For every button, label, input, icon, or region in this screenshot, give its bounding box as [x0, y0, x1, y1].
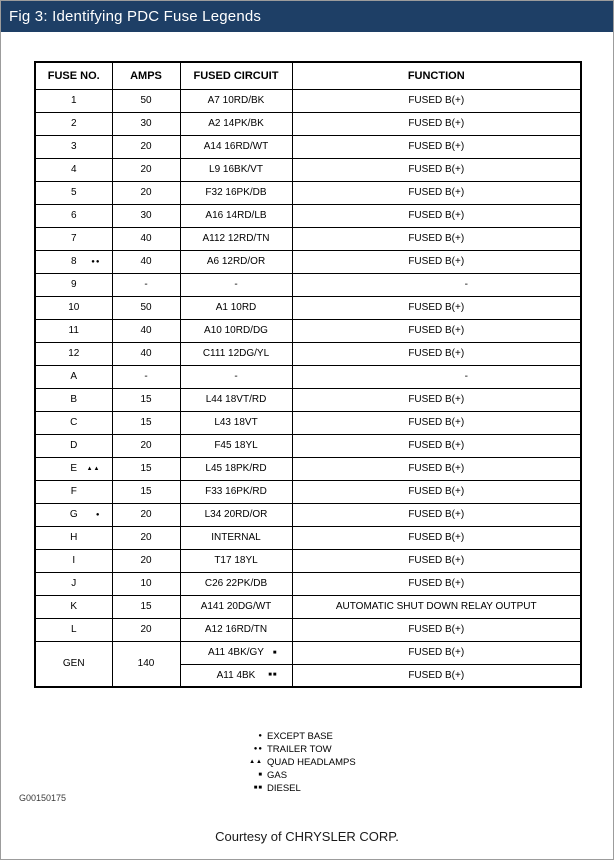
function-cell: FUSED B(+) [292, 181, 581, 204]
fused-circuit-cell [180, 388, 292, 411]
fused-circuit: - [234, 279, 238, 290]
table-row [35, 365, 581, 388]
fuse-no: 1 [70, 95, 77, 106]
function-cell: - [292, 273, 581, 296]
legend-label: GAS [267, 770, 288, 781]
fused-circuit: F45 18YL [214, 440, 258, 451]
function-cell: FUSED B(+) [292, 641, 581, 664]
table-row [35, 641, 581, 664]
function-cell: FUSED B(+) [292, 411, 581, 434]
table-row [35, 618, 581, 641]
fuse-no: B [70, 394, 78, 405]
fuse-marker-icon: ●● [91, 258, 101, 265]
fused-circuit-cell [180, 595, 292, 618]
fuse-no: 12 [68, 348, 80, 359]
table-row [35, 250, 581, 273]
fused-circuit: A16 14RD/LB [205, 210, 267, 221]
amps-cell: 40 [112, 319, 180, 342]
fuse-no: 9 [70, 279, 77, 290]
fuse-no: J [71, 578, 77, 589]
fuse-no: 5 [70, 187, 77, 198]
fuse-no-cell [35, 480, 112, 503]
table-row [35, 480, 581, 503]
fused-circuit-cell [180, 273, 292, 296]
fuse-no-cell [35, 227, 112, 250]
figure-title: Fig 3: Identifying PDC Fuse Legends [9, 8, 262, 25]
fused-circuit-cell [180, 618, 292, 641]
fused-circuit-cell [180, 434, 292, 457]
table-header-row [35, 62, 581, 89]
fuse-no: K [70, 601, 78, 612]
double-square-icon: ■■ [253, 785, 263, 791]
fuse-no: L [70, 624, 77, 635]
amps-cell: 20 [112, 549, 180, 572]
fuse-legend-table [34, 61, 582, 688]
amps-cell: 50 [112, 89, 180, 112]
fuse-no: 8 [70, 256, 77, 267]
function-cell: FUSED B(+) [292, 526, 581, 549]
function-cell: FUSED B(+) [292, 227, 581, 250]
function-cell: FUSED B(+) [292, 112, 581, 135]
legend-item [239, 730, 409, 743]
fused-circuit: L44 18VT/RD [205, 394, 267, 405]
amps-cell: 30 [112, 112, 180, 135]
table-row [35, 158, 581, 181]
column-header-fused-circuit: FUSED CIRCUIT [180, 62, 292, 89]
amps-cell: 15 [112, 595, 180, 618]
fused-circuit-cell [180, 526, 292, 549]
amps-cell: 10 [112, 572, 180, 595]
amps-cell: 50 [112, 296, 180, 319]
fuse-no: A [70, 371, 78, 382]
fuse-table-body [35, 89, 581, 687]
amps-cell: 140 [112, 641, 180, 687]
fused-circuit: A11 4BK [216, 669, 256, 681]
function-cell: FUSED B(+) [292, 296, 581, 319]
figure-title-bar [1, 1, 613, 32]
table-row [35, 135, 581, 158]
amps-cell: 20 [112, 503, 180, 526]
legend-item [239, 782, 409, 795]
table-row [35, 273, 581, 296]
fuse-no-cell [35, 204, 112, 227]
fused-circuit-cell [180, 181, 292, 204]
column-header-function: FUNCTION [292, 62, 581, 89]
fuse-no-cell [35, 296, 112, 319]
table-row [35, 503, 581, 526]
table-row [35, 434, 581, 457]
amps-cell: 40 [112, 227, 180, 250]
table-header [35, 62, 581, 89]
fuse-marker-icon: ● [95, 511, 101, 518]
fuse-no: 7 [70, 233, 77, 244]
amps-cell: 40 [112, 342, 180, 365]
fuse-no-cell [35, 181, 112, 204]
legend-label: QUAD HEADLAMPS [267, 757, 356, 768]
fused-circuit: INTERNAL [211, 532, 261, 543]
fuse-no-cell [35, 572, 112, 595]
table-row [35, 342, 581, 365]
fused-circuit: - [234, 371, 238, 382]
table-row [35, 549, 581, 572]
fused-circuit: L43 18VT [214, 417, 258, 428]
function-cell: FUSED B(+) [292, 618, 581, 641]
fuse-no-cell [35, 273, 112, 296]
amps-cell: - [112, 273, 180, 296]
circle-bullet-icon: ● [258, 733, 263, 739]
table-row [35, 526, 581, 549]
fuse-no-cell [35, 503, 112, 526]
fuse-no: 3 [70, 141, 77, 152]
function-cell: FUSED B(+) [292, 250, 581, 273]
amps-cell: 20 [112, 434, 180, 457]
fused-circuit: C26 22PK/DB [204, 578, 268, 589]
amps-cell: 20 [112, 158, 180, 181]
fused-circuit-cell [180, 158, 292, 181]
fused-circuit-cell [180, 411, 292, 434]
function-cell: FUSED B(+) [292, 204, 581, 227]
fuse-no-cell [35, 112, 112, 135]
courtesy-line: Courtesy of CHRYSLER CORP. [215, 829, 399, 844]
function-cell: FUSED B(+) [292, 503, 581, 526]
fused-circuit-cell [180, 641, 292, 664]
amps-cell: 15 [112, 480, 180, 503]
fused-circuit-cell [180, 319, 292, 342]
amps-cell: 15 [112, 411, 180, 434]
fuse-no: F [70, 486, 77, 497]
figure-code: G00150175 [19, 793, 67, 803]
function-cell: - [292, 365, 581, 388]
double-circle-bullet-icon: ●● [253, 746, 263, 752]
fused-circuit: A1 10RD [215, 302, 257, 313]
fused-circuit: F33 16PK/RD [205, 486, 267, 497]
column-header-fuse-no: FUSE NO. [35, 62, 112, 89]
function-cell: FUSED B(+) [292, 135, 581, 158]
fuse-no-cell [35, 250, 112, 273]
table-row [35, 227, 581, 250]
circuit-marker-icon: ■■ [268, 672, 278, 679]
amps-cell: 30 [112, 204, 180, 227]
legend-label: DIESEL [267, 783, 301, 794]
fuse-no-cell [35, 388, 112, 411]
table-row [35, 457, 581, 480]
fuse-no: D [70, 440, 78, 451]
amps-cell: 15 [112, 388, 180, 411]
table-row [35, 319, 581, 342]
function-cell: FUSED B(+) [292, 319, 581, 342]
table-row [35, 388, 581, 411]
fuse-no-cell [35, 342, 112, 365]
table-row [35, 112, 581, 135]
amps-cell: 20 [112, 618, 180, 641]
fused-circuit: A10 10RD/DG [204, 325, 268, 336]
fuse-no-cell [35, 595, 112, 618]
amps-cell: 40 [112, 250, 180, 273]
fused-circuit: A12 16RD/TN [204, 624, 268, 635]
legend-label: TRAILER TOW [267, 744, 332, 755]
fused-circuit-cell [180, 503, 292, 526]
table-row [35, 181, 581, 204]
function-cell: FUSED B(+) [292, 549, 581, 572]
symbol-legend [239, 730, 409, 795]
function-cell: FUSED B(+) [292, 664, 581, 687]
fuse-no-cell [35, 411, 112, 434]
table-row [35, 204, 581, 227]
function-cell: FUSED B(+) [292, 158, 581, 181]
function-cell: FUSED B(+) [292, 434, 581, 457]
fused-circuit: C111 12DG/YL [202, 348, 270, 359]
fused-circuit: A112 12RD/TN [202, 233, 270, 244]
fuse-no: I [72, 555, 76, 566]
fuse-no-cell [35, 365, 112, 388]
fused-circuit: A2 14PK/BK [208, 118, 264, 129]
fuse-no: C [70, 417, 78, 428]
double-triangle-icon: ▲▲ [249, 759, 263, 765]
amps-cell: 15 [112, 457, 180, 480]
fuse-marker-icon: ▲▲ [86, 465, 101, 472]
fuse-no-cell [35, 549, 112, 572]
fused-circuit: A11 4BK/GY [208, 647, 264, 658]
fuse-no-cell [35, 526, 112, 549]
fused-circuit-cell [180, 250, 292, 273]
fuse-no-cell [35, 158, 112, 181]
fused-circuit-cell [180, 457, 292, 480]
fuse-no: GEN [62, 658, 85, 670]
function-cell: FUSED B(+) [292, 342, 581, 365]
fused-circuit: L45 18PK/RD [205, 463, 267, 474]
fuse-no-cell [35, 641, 112, 687]
table-row [35, 595, 581, 618]
table-row [35, 572, 581, 595]
fused-circuit-cell [180, 572, 292, 595]
fused-circuit: A141 20DG/WT [200, 601, 272, 612]
legend-item [239, 769, 409, 782]
fused-circuit-cell [180, 365, 292, 388]
fuse-no: 11 [68, 325, 79, 336]
table-row [35, 296, 581, 319]
fuse-no-cell [35, 135, 112, 158]
fused-circuit: A6 12RD/OR [206, 256, 266, 267]
fuse-no-cell [35, 457, 112, 480]
legend-item [239, 743, 409, 756]
function-cell: FUSED B(+) [292, 480, 581, 503]
column-header-amps: AMPS [112, 62, 180, 89]
fuse-no: 2 [70, 118, 77, 129]
fuse-no-cell [35, 319, 112, 342]
fused-circuit-cell [180, 135, 292, 158]
fused-circuit-cell [180, 664, 292, 687]
fused-circuit: A7 10RD/BK [207, 95, 265, 106]
circuit-marker-icon: ■ [272, 649, 278, 656]
fused-circuit-cell [180, 89, 292, 112]
legend-label: EXCEPT BASE [267, 731, 333, 742]
fused-circuit-cell [180, 204, 292, 227]
fuse-no-cell [35, 434, 112, 457]
legend-item [239, 756, 409, 769]
fused-circuit-cell [180, 342, 292, 365]
amps-cell: 20 [112, 526, 180, 549]
fuse-no: 4 [70, 164, 77, 175]
function-cell: FUSED B(+) [292, 457, 581, 480]
fuse-no: 6 [70, 210, 77, 221]
fused-circuit-cell [180, 296, 292, 319]
fused-circuit: L9 16BK/VT [209, 164, 263, 175]
fused-circuit: T17 18YL [214, 555, 258, 566]
square-icon: ■ [258, 772, 263, 778]
table-row [35, 411, 581, 434]
fuse-no: H [70, 532, 78, 543]
fused-circuit-cell [180, 227, 292, 250]
fused-circuit: L34 20RD/OR [204, 509, 268, 520]
function-cell: FUSED B(+) [292, 89, 581, 112]
amps-cell: 20 [112, 135, 180, 158]
fuse-no: E [70, 463, 78, 474]
fused-circuit: F32 16PK/DB [205, 187, 267, 198]
function-cell: FUSED B(+) [292, 388, 581, 411]
amps-cell: - [112, 365, 180, 388]
function-cell: AUTOMATIC SHUT DOWN RELAY OUTPUT [292, 595, 581, 618]
fused-circuit-cell [180, 549, 292, 572]
fused-circuit-cell [180, 112, 292, 135]
fuse-no: 10 [68, 302, 80, 313]
amps-cell: 20 [112, 181, 180, 204]
fused-circuit-cell [180, 480, 292, 503]
function-cell: FUSED B(+) [292, 572, 581, 595]
fused-circuit: A14 16RD/WT [203, 141, 269, 152]
table-row [35, 89, 581, 112]
fuse-no-cell [35, 89, 112, 112]
fuse-no-cell [35, 618, 112, 641]
fuse-no: G [69, 509, 78, 520]
